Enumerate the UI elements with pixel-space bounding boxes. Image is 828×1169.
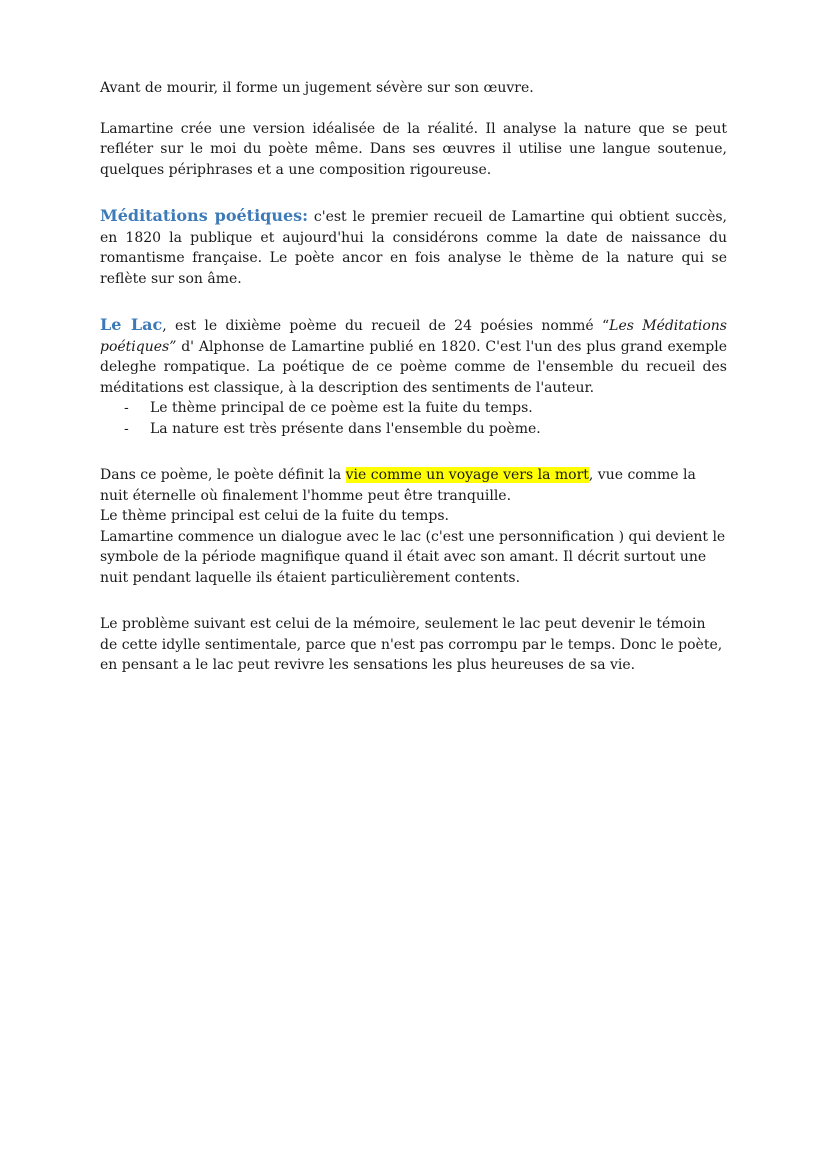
paragraph-memoire: Le problème suivant est celui de la mémoire, seulement le lac peut devenir le témoin de cette idylle sentimentale, parce que n'est pas corrompu par le temps. Donc le poète, en pensant a le lac peut revivre les sensations les plus heureuses de sa vie. (100, 616, 723, 673)
paragraph-meditations (100, 206, 727, 289)
paragraph-voyage (100, 465, 727, 506)
lac-collection-title: Les Méditations poétiques” (100, 318, 727, 355)
bullet-text: Le thème principal de ce poème est la fuite du temps. (150, 400, 533, 416)
voyage-text-after: , vue comme la nuit éternelle où finalement l'homme peut être tranquille. (100, 467, 696, 504)
list-item (124, 419, 727, 440)
lac-text-after: d' Alphonse de Lamartine publié en 1820. C'est l'un des plus grand exemple deleghe rompatique. La poétique de ce poème comme de l'ensemble du recueil des méditations est classique, à la description des sentiments de l'auteur. (100, 338, 727, 396)
bullet-text: La nature est très présente dans l'ensemble du poème. (150, 420, 541, 437)
bullet-dash: - (124, 400, 129, 416)
document-body (100, 78, 727, 676)
paragraph-judgement: Avant de mourir, il forme un jugement sévère sur son œuvre. (100, 80, 534, 96)
lac-text-before: , est le dixième poème du recueil de 24 poésies nommé “ (162, 318, 610, 334)
list-item (124, 398, 727, 419)
paragraph-idealized-reality: Lamartine crée une version idéalisée de la réalité. Il analyse la nature que se peut refléter sur le moi du poète même. Dans ses œuvres il utilise une langue soutenue, quelques périphrases et a une composition rigoureuse. (100, 120, 727, 178)
heading-le-lac: Le Lac (100, 315, 163, 334)
paragraph-dialogue: Lamartine commence un dialogue avec le lac (c'est une personnification ) qui devient le symbole de la période magnifique quand il était avec son amant. Il décrit surtout une nuit pendant laquelle ils étaient particulièrement contents. (100, 528, 726, 586)
highlighted-phrase: vie comme un voyage vers la mort (345, 467, 589, 483)
voyage-text-before: Dans ce poème, le poète définit la (100, 467, 346, 483)
bullet-list (100, 398, 727, 439)
bullet-dash: - (124, 420, 129, 437)
paragraph-le-lac (100, 315, 727, 398)
heading-meditations: Méditations poétiques: (100, 206, 309, 225)
meditations-text: c'est le premier recueil de Lamartine qui obtient succès, en 1820 la publique et aujourd'hui la considérons comme la date de naissance du romantisme française. Le poète ancor en fois analyse le thème de la nature qui se reflète sur son âme. (100, 209, 728, 287)
paragraph-theme: Le thème principal est celui de la fuite du temps. (100, 508, 449, 524)
